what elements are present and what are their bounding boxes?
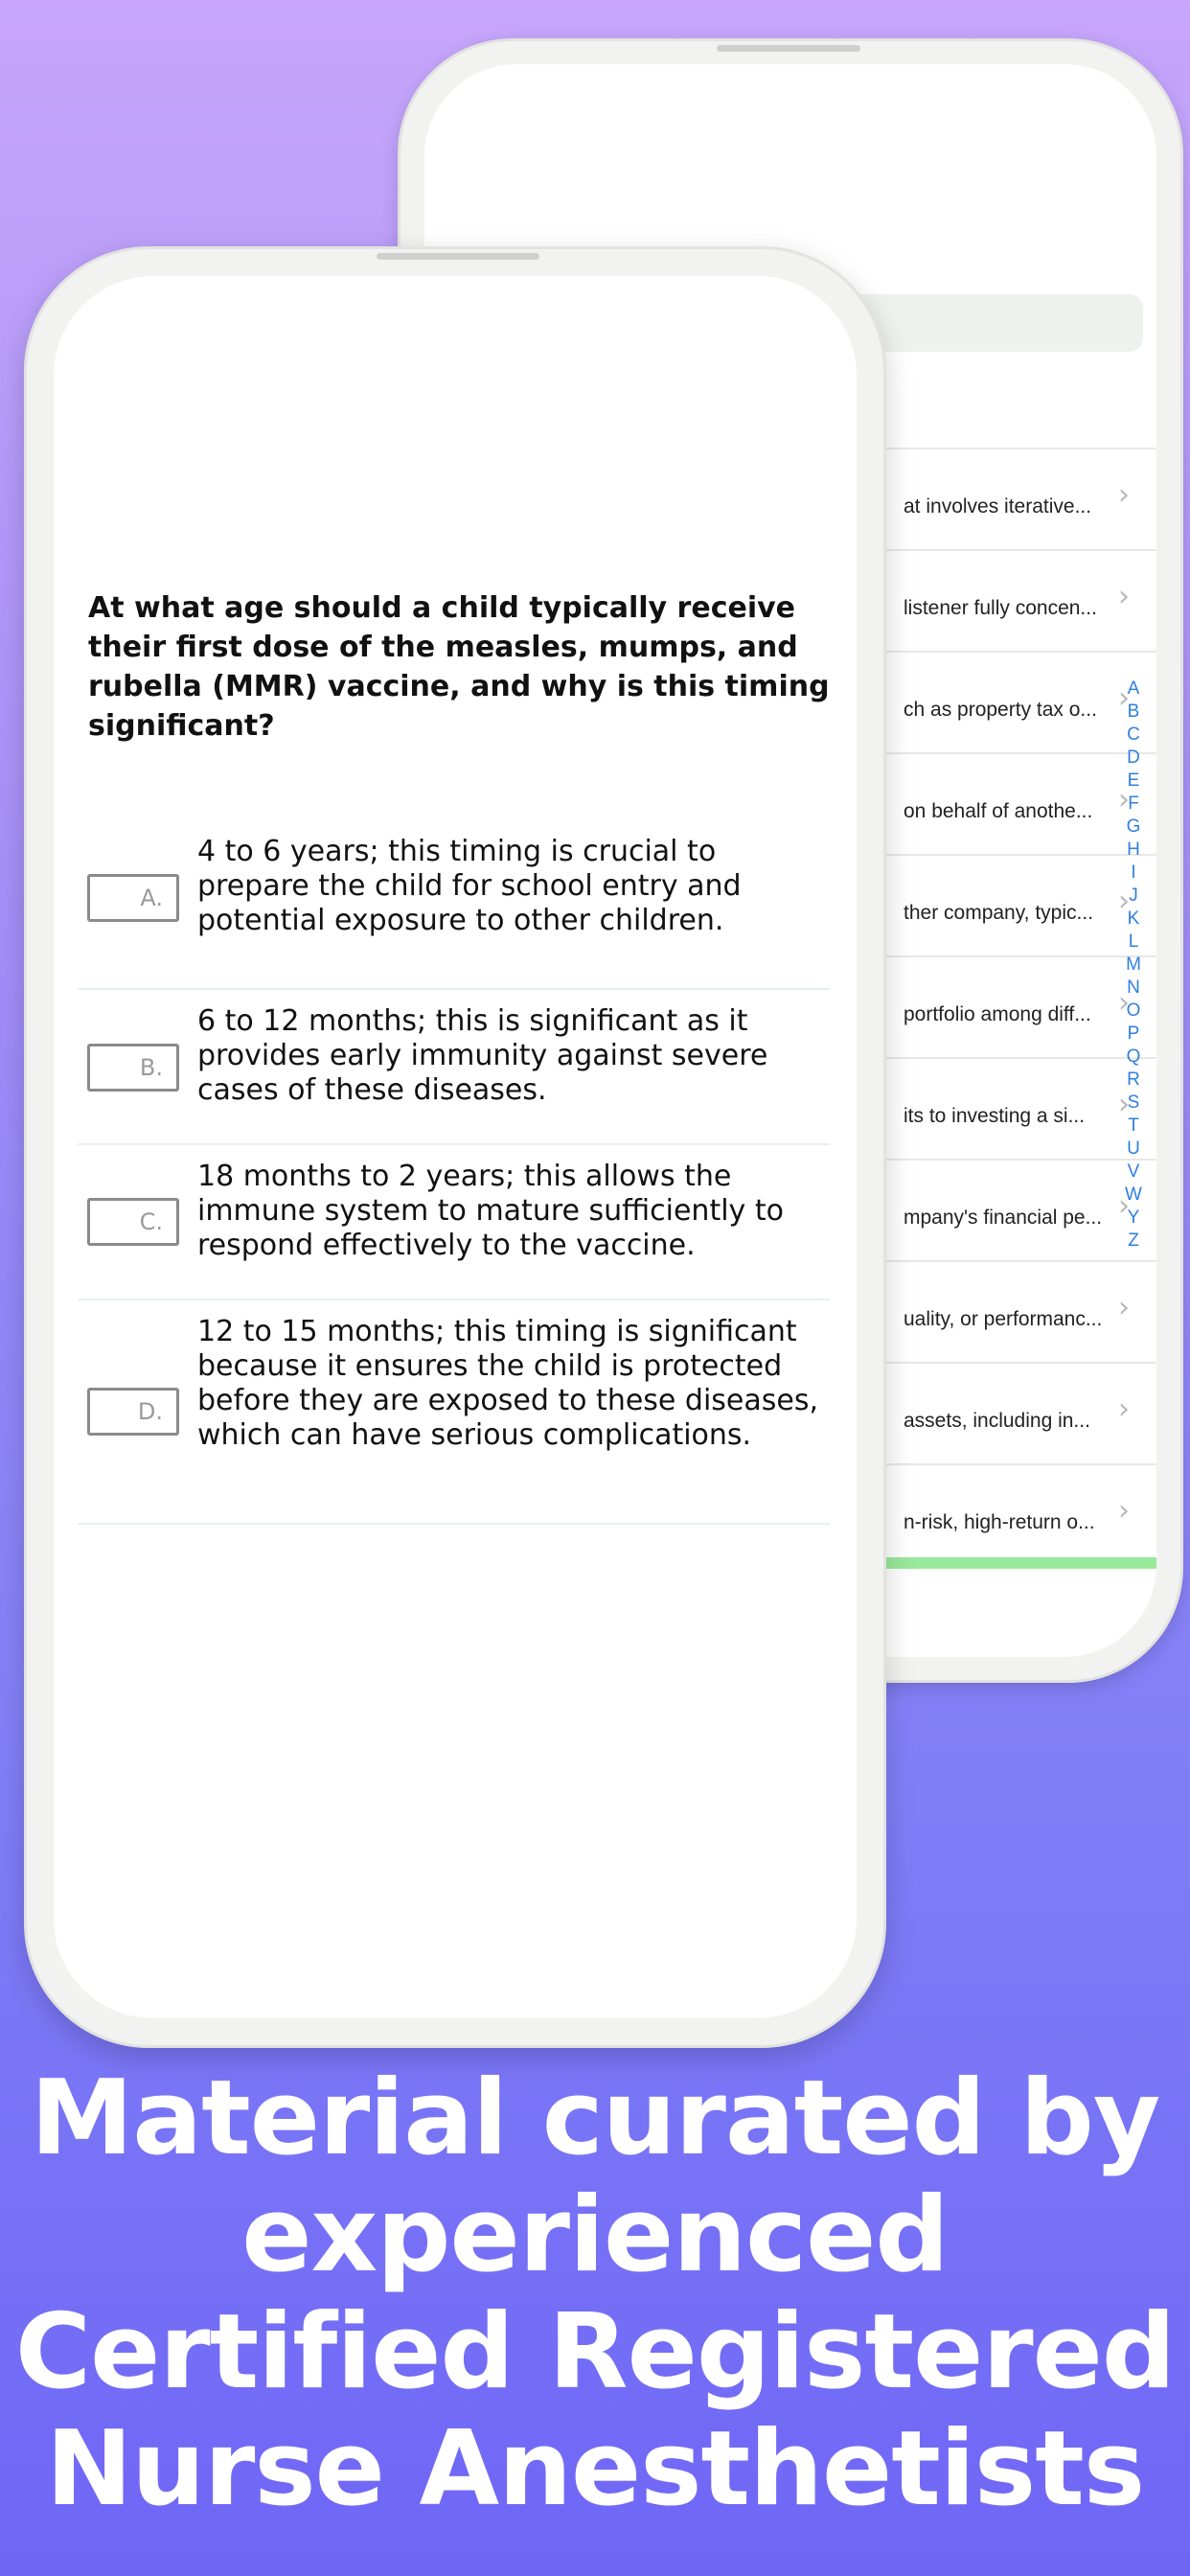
back-phone-notch <box>717 45 860 52</box>
alphabet-index-letter[interactable]: M <box>1126 954 1141 975</box>
promo-caption <box>0 2060 1190 2528</box>
answer-options <box>78 835 830 1525</box>
alphabet-index-letter[interactable]: V <box>1127 1162 1140 1182</box>
front-phone-notch <box>377 253 539 260</box>
chevron-right-icon: › <box>1118 580 1130 613</box>
chevron-right-icon: › <box>1118 681 1130 715</box>
answer-option-a[interactable] <box>78 835 830 990</box>
alphabet-index-letter[interactable]: O <box>1126 1000 1141 1021</box>
alphabet-index-letter[interactable]: T <box>1128 1116 1139 1136</box>
caption-line: experienced <box>241 2175 949 2295</box>
alphabet-index-letter[interactable]: P <box>1127 1024 1140 1044</box>
option-text: 6 to 12 months; this is significant as it provides early immunity against severe cases of these diseases. <box>197 1004 768 1107</box>
option-letter-box[interactable]: A. <box>87 874 179 922</box>
list-item-text: uality, or performanc... <box>904 1308 1103 1330</box>
alphabet-index-letter[interactable]: I <box>1131 862 1136 883</box>
option-letter-box[interactable]: C. <box>87 1198 179 1246</box>
alphabet-index-letter[interactable]: Y <box>1127 1208 1140 1228</box>
chevron-right-icon: › <box>1118 1088 1130 1121</box>
caption-line: Certified Registered <box>14 2292 1176 2412</box>
alphabet-index-letter[interactable]: Q <box>1126 1046 1141 1067</box>
list-item-text: ther company, typic... <box>904 902 1094 924</box>
chevron-right-icon: › <box>1118 1494 1130 1528</box>
caption-line: Nurse Anesthetists <box>45 2409 1145 2529</box>
answer-option-b[interactable] <box>78 990 830 1145</box>
chevron-right-icon: › <box>1118 1189 1130 1223</box>
option-letter-box[interactable]: B. <box>87 1044 179 1092</box>
alphabet-index-letter[interactable]: Z <box>1128 1230 1139 1251</box>
question-text: At what age should a child typically receive their first dose of the measles, mumps, and rubella (MMR) vaccine, and why is this timing significant? <box>88 591 830 743</box>
alphabet-index-letter[interactable]: G <box>1126 816 1141 837</box>
list-item-text: its to investing a si... <box>904 1105 1086 1127</box>
chevron-right-icon: › <box>1118 885 1130 918</box>
list-item-text: assets, including in... <box>904 1410 1090 1432</box>
option-text: 18 months to 2 years; this allows the immune system to mature sufficiently to respond effectively to the vaccine. <box>197 1160 784 1262</box>
list-item-text: on behalf of anothe... <box>904 800 1093 822</box>
alphabet-index-letter[interactable]: L <box>1128 932 1139 952</box>
option-letter-box[interactable]: D. <box>87 1388 179 1436</box>
alphabet-index-letter[interactable]: F <box>1128 794 1139 814</box>
alphabet-index-letter[interactable]: E <box>1127 770 1140 791</box>
option-text: 12 to 15 months; this timing is significant because it ensures the child is protected before they are exposed to these diseases, which can have serious complications. <box>197 1315 819 1452</box>
alphabet-index-letter[interactable]: B <box>1127 702 1140 722</box>
alphabet-index-letter[interactable]: K <box>1127 908 1140 929</box>
alphabet-index-letter[interactable]: U <box>1127 1138 1140 1159</box>
alphabet-index-letter[interactable]: A <box>1127 678 1140 699</box>
answer-option-c[interactable] <box>78 1145 830 1300</box>
alphabet-index-letter[interactable]: S <box>1127 1092 1140 1113</box>
chevron-right-icon: › <box>1118 1392 1130 1426</box>
list-item-text: at involves iterative... <box>904 495 1092 518</box>
front-phone-screen <box>54 276 857 2018</box>
alphabet-index-letter[interactable]: D <box>1127 748 1140 768</box>
list-item-text: ch as property tax o... <box>904 699 1097 721</box>
alphabet-index-letter[interactable]: J <box>1129 886 1138 906</box>
caption-line: Material curated by <box>30 2058 1160 2178</box>
chevron-right-icon: › <box>1118 478 1130 512</box>
chevron-right-icon: › <box>1118 1291 1130 1324</box>
alphabet-index-letter[interactable]: R <box>1127 1070 1140 1090</box>
chevron-right-icon: › <box>1118 986 1130 1020</box>
alphabet-index-letter[interactable]: N <box>1127 978 1140 998</box>
list-item-text: n-risk, high-return o... <box>904 1511 1095 1533</box>
answer-option-d[interactable] <box>78 1300 830 1525</box>
alphabet-index-letter[interactable]: W <box>1125 1184 1142 1205</box>
alphabet-index-letter[interactable]: H <box>1127 840 1140 860</box>
list-item-text: listener fully concen... <box>904 597 1097 619</box>
alphabet-index-letter[interactable]: C <box>1127 724 1140 745</box>
list-item-text: mpany's financial pe... <box>904 1207 1103 1229</box>
alphabet-index[interactable] <box>1122 678 1145 1253</box>
list-item-text: portfolio among diff... <box>904 1003 1091 1025</box>
option-text: 4 to 6 years; this timing is crucial to prepare the child for school entry and potential exposure to other children. <box>197 835 742 937</box>
front-phone-frame <box>24 246 886 2048</box>
chevron-right-icon: › <box>1118 783 1130 816</box>
